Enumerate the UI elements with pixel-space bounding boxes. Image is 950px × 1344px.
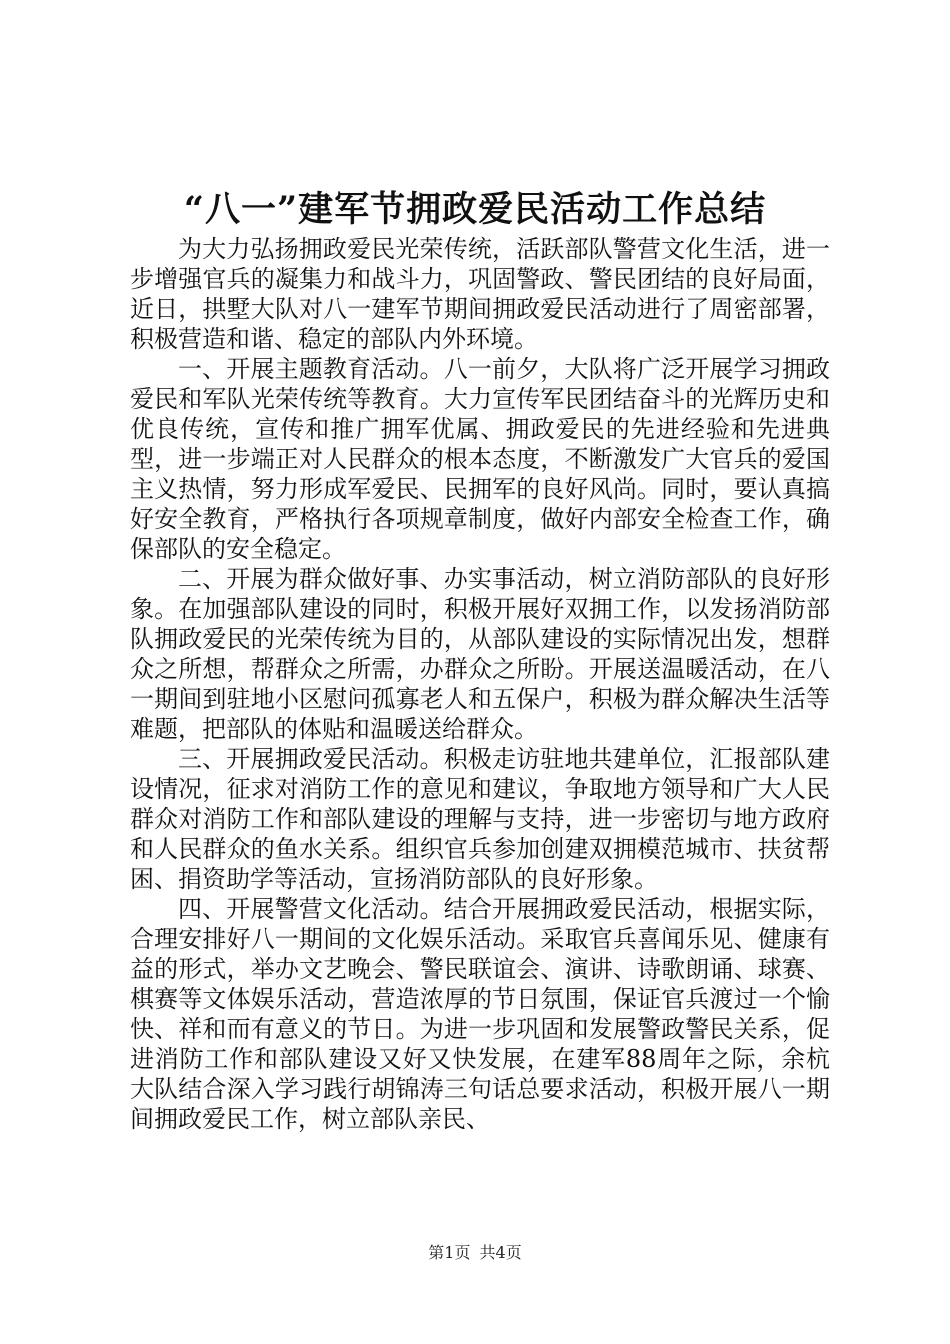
paragraph-section-4: 四、开展警营文化活动。结合开展拥政爱民活动，根据实际，合理安排好八一期间的文化娱乐活动。采取官兵喜闻乐见、健康有益的形式，举办文艺晚会、警民联谊会、演讲、诗歌朗诵、球赛、棋赛等文体娱乐活动，营造浓厚的节日氛围，保证官兵渡过一个愉快、祥和而有意义的节日。为进一步巩固和发展警政警民关系，促进消防工作和部队建设又好又快发展，在建军88周年之际，余杭大队结合深入学习践行胡锦涛三句话总要求活动，积极开展八一期间拥政爱民工作，树立部队亲民、 xyxy=(130,895,830,1133)
page-footer xyxy=(0,1242,950,1264)
document-title: “八一”建军节拥政爱民活动工作总结 xyxy=(183,189,767,230)
page-number: 第1页 xyxy=(428,1243,471,1262)
paragraph-intro: 为大力弘扬拥政爱民光荣传统，活跃部队警营文化生活，进一步增强官兵的凝集力和战斗力，巩固警政、警民团结的良好局面，近日，拱墅大队对八一建军节期间拥政爱民活动进行了周密部署，积极营造和谐、稳定的部队内外环境。 xyxy=(130,235,830,353)
page-total: 共4页 xyxy=(479,1243,522,1262)
paragraph-section-3: 三、开展拥政爱民活动。积极走访驻地共建单位，汇报部队建设情况，征求对消防工作的意见和建议，争取地方领导和广大人民群众对消防工作和部队建设的理解与支持，进一步密切与地方政府和人民群众的鱼水关系。组织官兵参加创建双拥模范城市、扶贫帮困、捐资助学等活动，宣扬消防部队的良好形象。 xyxy=(130,745,830,893)
document-body xyxy=(130,234,830,1134)
paragraph-section-2: 二、开展为群众做好事、办实事活动，树立消防部队的良好形象。在加强部队建设的同时，积极开展好双拥工作，以发扬消防部队拥政爱民的光荣传统为目的，从部队建设的实际情况出发，想群众之所想，帮群众之所需，办群众之所盼。开展送温暖活动，在八一期间到驻地小区慰问孤寡老人和五保户，积极为群众解决生活等难题，把部队的体贴和温暖送给群众。 xyxy=(130,565,830,743)
paragraph-section-1: 一、开展主题教育活动。八一前夕，大队将广泛开展学习拥政爱民和军队光荣传统等教育。大力宣传军民团结奋斗的光辉历史和优良传统，宣传和推广拥军优属、拥政爱民的先进经验和先进典型，进一步端正对人民群众的根本态度，不断激发广大官兵的爱国主义热情，努力形成军爱民、民拥军的良好风尚。同时，要认真搞好安全教育，严格执行各项规章制度，做好内部安全检查工作，确保部队的安全稳定。 xyxy=(130,355,830,563)
